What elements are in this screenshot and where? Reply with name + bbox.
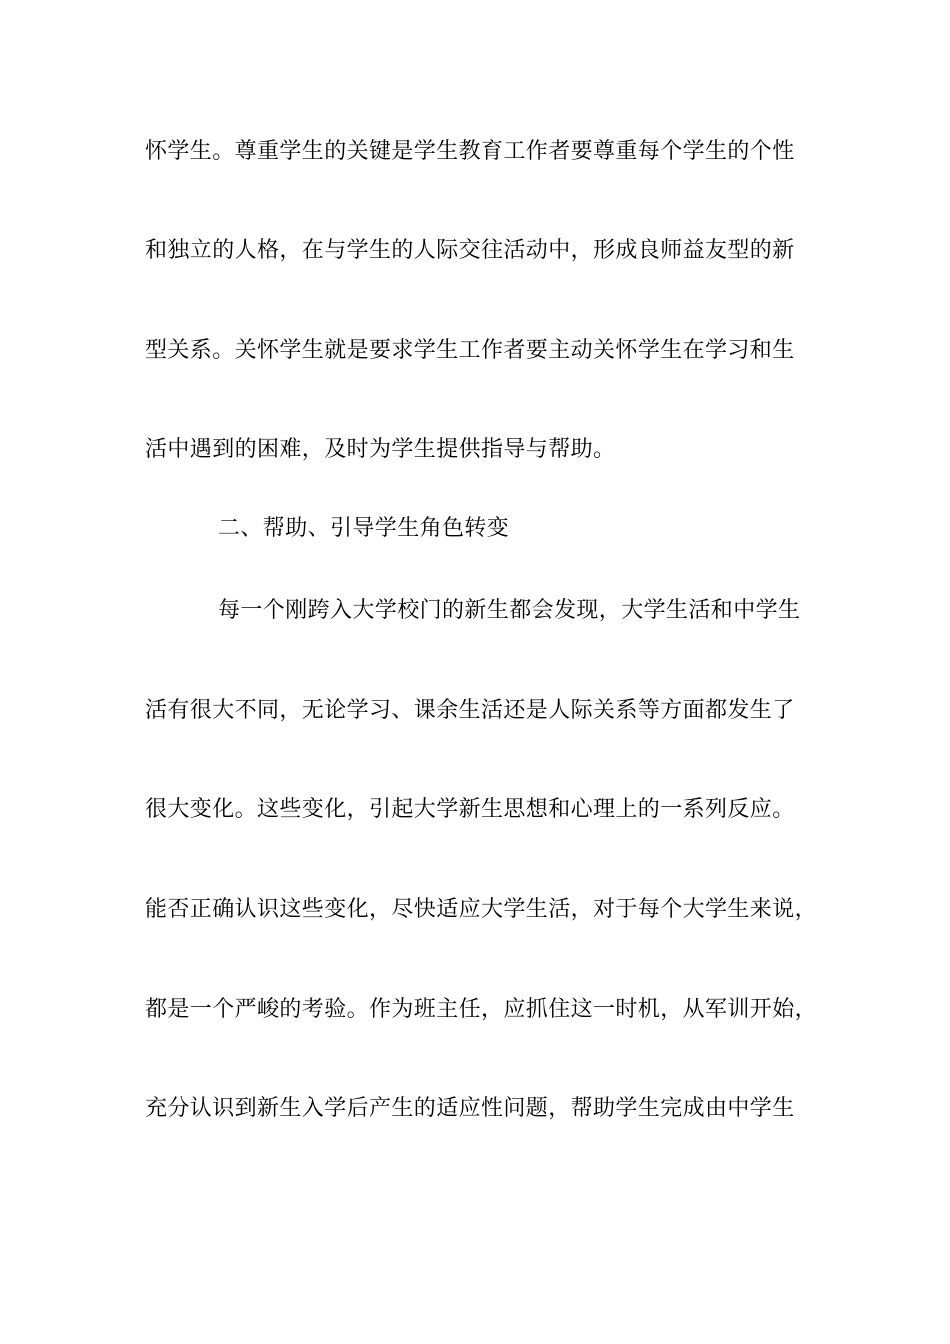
paragraph-line: 每一个刚跨入大学校门的新生都会发现，大学生活和中学生 — [218, 598, 801, 623]
paragraph-line: 很大变化。这些变化，引起大学新生思想和心理上的一系列反应。 — [145, 797, 795, 822]
section-heading: 二、帮助、引导学生角色转变 — [218, 516, 510, 541]
paragraph-line: 怀学生。尊重学生的关键是学生教育工作者要尊重每个学生的个性 — [145, 139, 795, 164]
paragraph-line: 和独立的人格，在与学生的人际交往活动中，形成良师益友型的新 — [145, 238, 795, 263]
paragraph-line: 能否正确认识这些变化，尽快适应大学生活，对于每个大学生来说， — [145, 897, 818, 922]
paragraph-line: 型关系。关怀学生就是要求学生工作者要主动关怀学生在学习和生 — [145, 338, 795, 363]
paragraph-line: 都是一个严峻的考验。作为班主任，应抓住这一时机，从军训开始， — [145, 997, 818, 1022]
paragraph-line: 充分认识到新生入学后产生的适应性问题，帮助学生完成由中学生 — [145, 1096, 795, 1121]
paragraph-line: 活有很大不同，无论学习、课余生活还是人际关系等方面都发生了 — [145, 698, 795, 723]
paragraph-line: 活中遇到的困难，及时为学生提供指导与帮助。 — [145, 437, 616, 462]
